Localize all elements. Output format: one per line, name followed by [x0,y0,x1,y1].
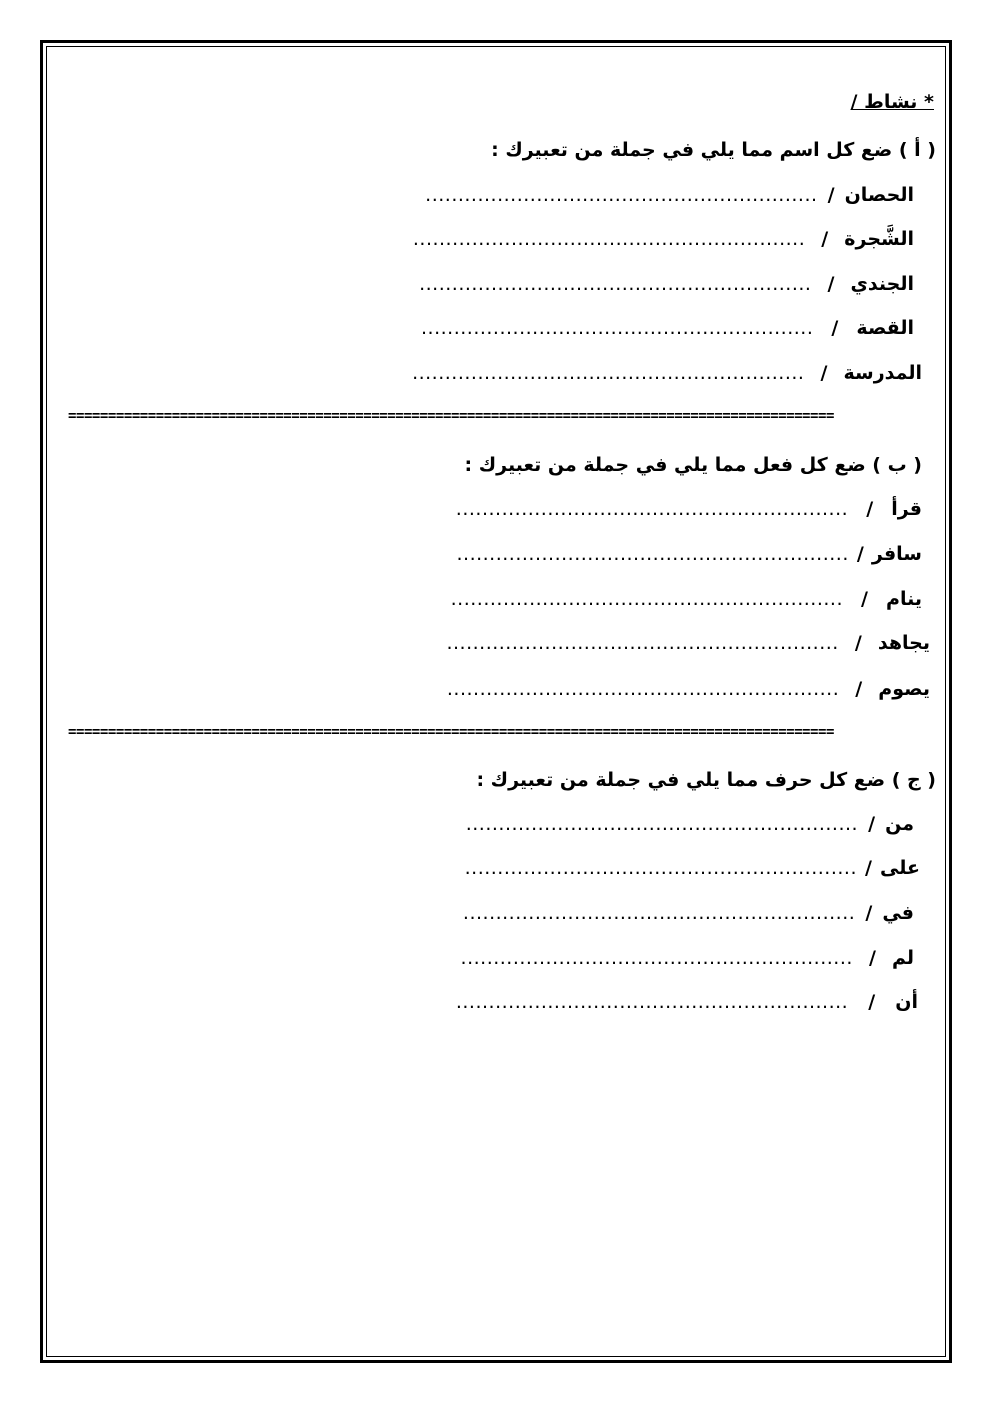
worksheet-title: * نشاط / [850,91,934,113]
item-slash: / [827,273,835,295]
item-slash: / [866,498,874,520]
item-slash: / [865,902,873,924]
section-a-instruction: ( أ ) ضع كل اسم مما يلي في جملة من تعبيرك : [491,139,936,161]
section-b-item-2 [456,542,922,566]
section-b-item-5 [447,677,930,701]
answer-line[interactable]: ............................................................ [446,632,839,654]
section-c-item-5 [456,990,918,1014]
item-word: الشَّجرة [844,228,914,250]
item-slash: / [820,362,828,384]
item-word: أن [895,991,918,1013]
item-slash: / [868,991,876,1013]
item-slash: / [831,317,839,339]
item-slash: / [868,813,876,835]
item-word: يصوم [878,678,930,700]
item-word: القصة [856,317,914,339]
section-a-item-4 [421,316,914,340]
section-b-item-1 [456,497,922,521]
item-word: من [885,813,914,835]
section-c-instruction: ( ج ) ضع كل حرف مما يلي في جملة من تعبيرك : [476,769,936,791]
answer-line[interactable]: ............................................................ [456,543,849,565]
item-slash: / [821,228,829,250]
answer-line[interactable]: ............................................................ [419,273,812,295]
item-word: سافر [871,543,922,565]
section-c-item-1 [466,812,914,836]
answer-line[interactable]: ............................................................ [425,184,818,206]
section-b-item-4 [446,631,930,655]
answer-line[interactable]: ............................................................ [464,857,857,879]
item-slash: / [854,632,862,654]
item-slash: / [868,947,876,969]
item-slash: / [856,543,864,565]
item-word: الجندي [850,273,914,295]
item-word: يجاهد [877,632,930,654]
answer-line[interactable]: ............................................................ [421,317,814,339]
section-b-item-3 [451,587,922,611]
section-separator: ================================================================================================ [68,409,834,423]
item-slash: / [861,588,868,610]
answer-line[interactable]: ............................................................ [465,813,859,835]
answer-line[interactable]: ............................................................ [455,991,849,1013]
item-word: الحصان [844,184,914,206]
section-a-item-5 [412,361,922,385]
section-b-instruction: ( ب ) ضع كل فعل مما يلي في جملة من تعبيرك : [464,454,922,476]
item-word: على [880,857,920,879]
item-word: المدرسة [843,362,922,384]
answer-line[interactable]: ............................................................ [462,902,856,924]
section-separator: ================================================================================================ [68,725,834,739]
answer-line[interactable]: ............................................................ [450,588,843,610]
answer-line[interactable]: ............................................................ [460,947,853,969]
item-word: لم [891,947,914,969]
item-slash: / [865,857,872,879]
item-slash: / [855,678,863,700]
answer-line[interactable]: ............................................................ [412,228,806,250]
answer-line[interactable]: ............................................................ [446,678,840,700]
item-word: في [882,902,914,924]
item-word: ينام [886,588,922,610]
section-c-item-3 [463,901,914,925]
worksheet-page [46,46,946,1357]
answer-line[interactable]: ............................................................ [455,498,849,520]
item-word: قرأ [891,498,922,520]
section-a-item-2 [413,227,914,251]
item-slash: / [827,184,835,206]
section-a-item-1 [425,183,914,207]
section-c-item-2 [465,856,920,880]
section-a-item-3 [419,272,914,296]
section-c-item-4 [461,946,914,970]
answer-line[interactable]: ............................................................ [412,362,805,384]
